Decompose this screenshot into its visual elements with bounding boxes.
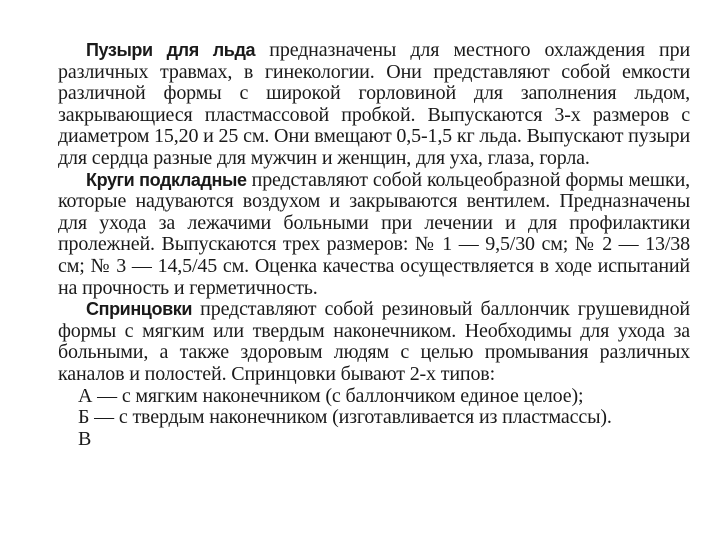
document-page <box>58 39 691 450</box>
paragraph-text: представляют собой резиновый баллончик грушевидной формы с мягким или твердым наконечником. Необходимы для ухода за больными, а также здоровым людям с целью промывания различных каналов и полостей. Спринцовки бывают 2-х типов: <box>58 298 690 385</box>
syringe-types-list <box>58 384 690 450</box>
list-item-type-b: Б — с твердым наконечником (изготавливается из пластмассы). <box>78 406 612 429</box>
paragraph-text: представляют собой кольцеобразной формы мешки, которые надуваются воздухом и закрываются вентилем. Предназначены для ухода за лежачими больными при лечении и для профилактики пролежней. Выпускаются трех размеров: № 1 — 9,5/30 см; № 2 — 13/38 см; № 3 — 14,5/45 см. Оценка качества осуществляется в ходе испытаний на прочность и герметичность. <box>58 168 690 299</box>
paragraph-rubber-rings <box>58 170 690 300</box>
paragraph-ice-packs <box>58 40 690 170</box>
list-item-cut-off: В <box>78 427 92 450</box>
paragraph-syringes <box>58 299 690 385</box>
term-ice-packs: Пузыри для льда <box>86 40 256 60</box>
paragraph-text: предназначены для местного охлаждения при различных травмах, в гинекологии. Они представляют собой емкости различной формы с широкой горловиной для заполнения льдом, закрывающиеся пластмассовой пробкой. Выпускаются 3-х размеров с диаметром 15,20 и 25 см. Они вмещают 0,5-1,5 кг льда. Выпускают пузыри для сердца разные для мужчин и женщин, для уха, глаза, горла. <box>58 39 691 169</box>
term-syringes: Спринцовки <box>86 299 193 320</box>
term-rubber-rings: Круги подкладные <box>86 169 247 190</box>
list-item-type-a: А — с мягким наконечником (с баллончиком единое целое); <box>78 384 584 407</box>
